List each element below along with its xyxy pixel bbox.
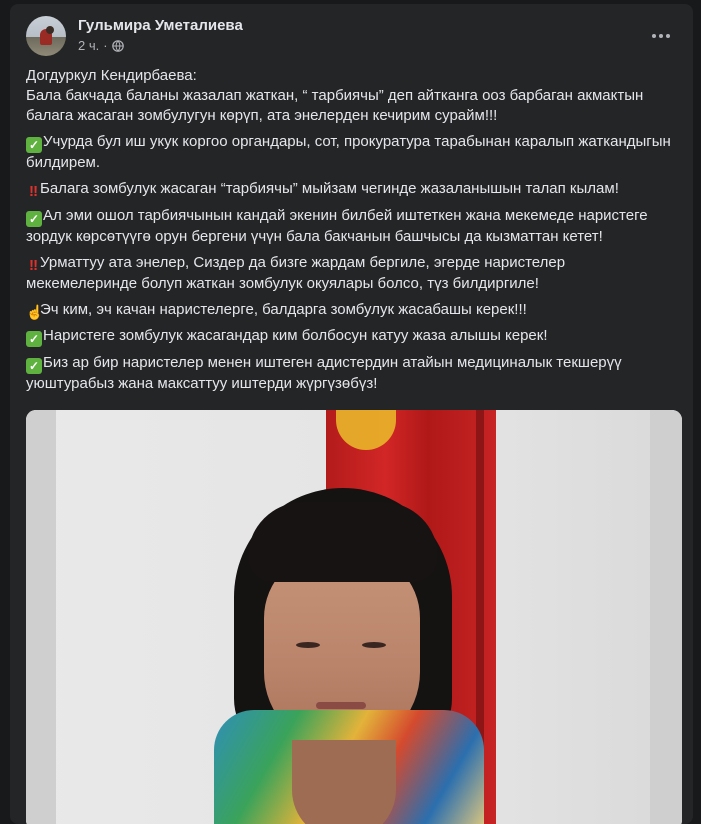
paragraph-text: Учурда бул иш укук коргоо органдары, сот, прокуратура тарабынан каралып жаткандыгын билдирем.	[26, 133, 671, 171]
flag-sun	[336, 410, 396, 450]
post-photo[interactable]	[26, 410, 682, 824]
paragraph-text: Балага зомбулук жасаган “тарбиячы” мыйзам чегинде жазаланышын талап кылам!	[40, 180, 619, 197]
post-meta	[78, 38, 124, 53]
intro-line-2: Бала бакчада баланы жазалап жаткан, “ тарбиячы” деп айтканга ооз барбаган акмактын балага жасаган зомбулугун көрүп, ата энелерден кечирим сурайм!!!	[26, 87, 644, 124]
person-eye-left	[296, 642, 320, 648]
check-mark-icon: ✓	[26, 331, 42, 347]
paragraph-text: Биз ар бир наристелер менен иштеген адистердин атайын медициналык текшерүү уюштурабыз жана максаттуу иштерди жүргүзөбүз!	[26, 354, 622, 392]
dot-2	[659, 34, 663, 38]
photo-edge-left	[26, 410, 56, 824]
paragraph-text: Наристеге зомбулук жасагандар ким болбосун катуу жаза алышы керек!	[43, 327, 548, 344]
intro-line-1: Догдуркул Кендирбаева:	[26, 67, 197, 84]
paragraph-text: Ал эми ошол тарбиячынын кандай экенин билбей иштеткен жана мекемеде наристеге зордук көрсөтүүгө орун бергени үчүн бала бакчанын башчысы да кызматтан кетет!	[26, 207, 648, 245]
paragraph-8	[26, 353, 674, 394]
meta-separator: ·	[103, 38, 108, 53]
globe-icon[interactable]	[112, 40, 124, 52]
check-mark-icon: ✓	[26, 137, 42, 153]
paragraph-6	[26, 300, 674, 320]
paragraph-2	[26, 132, 674, 173]
more-options-icon[interactable]	[645, 20, 677, 52]
pointing-up-icon: ☝	[26, 304, 44, 320]
paragraph-text: Урматтуу ата энелер, Сиздер да бизге жардам бергиле, эгерде наристелер мекемелеринде болуп жаткан зомбулук окуялары болсо, түз билдиргиле!	[26, 254, 566, 292]
post-body	[26, 66, 674, 400]
avatar-figure-head	[46, 26, 54, 34]
author-name[interactable]: Гульмира Уметалиева	[78, 17, 243, 34]
check-mark-icon: ✓	[26, 358, 42, 374]
person-bangs	[248, 502, 438, 582]
post-card	[10, 4, 693, 824]
paragraph-3	[26, 179, 674, 200]
double-exclamation-icon: ‼	[28, 257, 37, 274]
post-header	[26, 16, 677, 56]
paragraph-intro	[26, 66, 674, 126]
paragraph-7	[26, 326, 674, 347]
paragraph-5	[26, 253, 674, 294]
check-mark-icon: ✓	[26, 211, 42, 227]
avatar[interactable]	[26, 16, 66, 56]
paragraph-text: Эч ким, эч качан наристелерге, балдарга зомбулук жасабашы керек!!!	[40, 301, 527, 318]
person-collar	[292, 740, 396, 824]
paragraph-4	[26, 206, 674, 247]
dot-3	[666, 34, 670, 38]
photo-edge-right	[650, 410, 682, 824]
double-exclamation-icon: ‼	[28, 183, 37, 200]
dot-1	[652, 34, 656, 38]
person-mouth	[316, 702, 366, 709]
post-time[interactable]: 2 ч.	[78, 38, 100, 53]
person-eye-right	[362, 642, 386, 648]
